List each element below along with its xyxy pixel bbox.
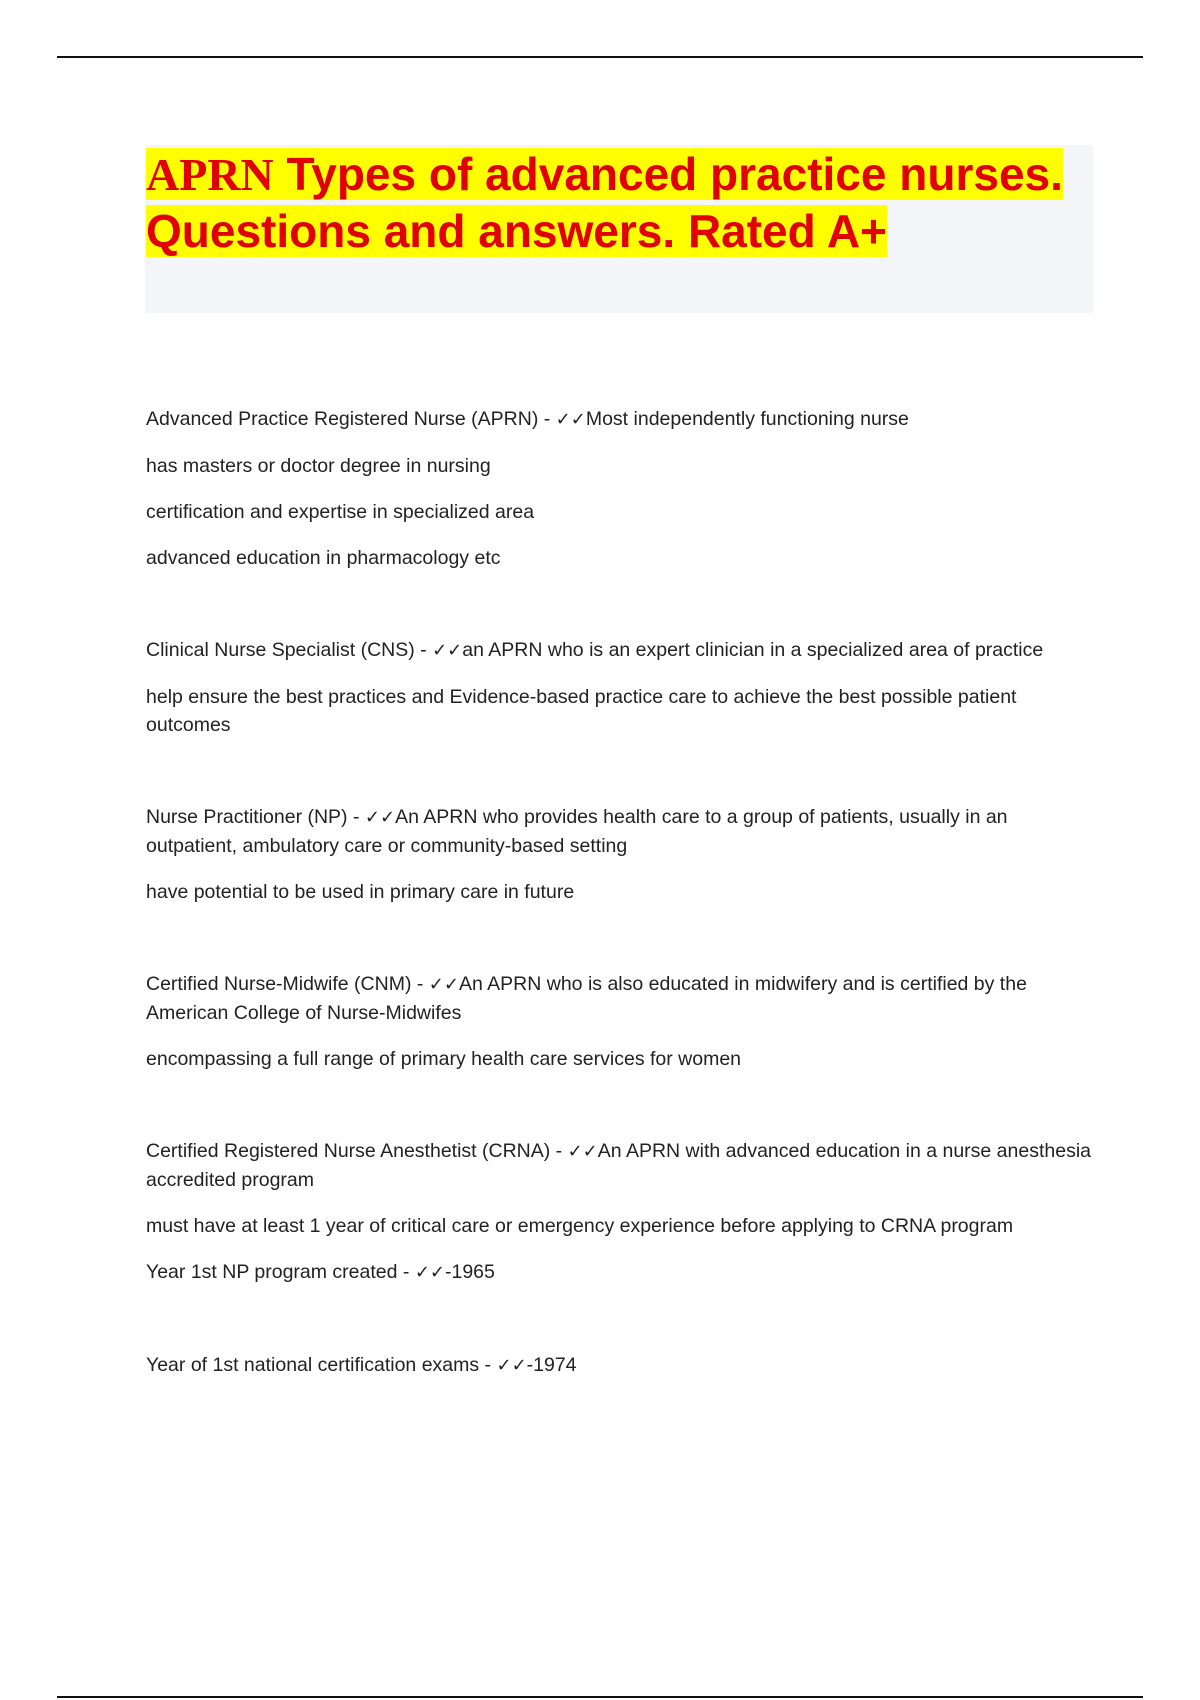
- entry-detail: encompassing a full range of primary health care services for women: [146, 1048, 742, 1070]
- entry-detail: has masters or doctor degree in nursing: [146, 455, 491, 477]
- entry-definition: An APRN who is also educated in midwifery and is certified by the American College of Nurse-Midwifes: [146, 973, 1027, 1024]
- double-check-icon: ✓✓: [567, 1141, 598, 1162]
- qa-entry-cnm: [146, 970, 1096, 1073]
- entry-term: Certified Registered Nurse Anesthetist (CRNA): [146, 1140, 551, 1162]
- qa-entry-crna: [146, 1137, 1096, 1240]
- double-check-icon: ✓✓: [414, 1262, 445, 1283]
- entry-detail: must have at least 1 year of critical care or emergency experience before applying to CRNA program: [146, 1215, 1014, 1237]
- entry-detail: certification and expertise in specialized area: [146, 501, 535, 523]
- entry-question: Clinical Nurse Specialist (CNS) - ✓✓an APRN who is an expert clinician in a specialized area of practice: [146, 639, 1044, 661]
- qa-entry-aprn: [146, 405, 1096, 572]
- double-check-icon: ✓✓: [364, 807, 396, 828]
- double-check-icon: ✓✓: [496, 1355, 527, 1376]
- qa-entry-np: [146, 803, 1096, 906]
- qa-entry-np-year: [146, 1258, 1096, 1287]
- entry-term: Nurse Practitioner (NP): [146, 806, 348, 828]
- entry-definition: An APRN who provides health care to a group of patients, usually in an outpatient, ambulatory care or community-based setting: [146, 806, 1008, 857]
- entry-question: Year 1st NP program created - ✓✓-1965: [146, 1261, 495, 1283]
- double-check-icon: ✓✓: [432, 640, 463, 661]
- entry-definition: -1965: [445, 1261, 495, 1283]
- entry-definition: -1974: [526, 1354, 577, 1376]
- qa-entry-cns: [146, 636, 1096, 739]
- entry-question: Certified Nurse-Midwife (CNM) - ✓✓An APRN who is also educated in midwifery and is certified by the American College of Nurse-Midwifes: [146, 973, 1027, 1024]
- title-first-word: APRN: [146, 149, 274, 200]
- entry-question: Advanced Practice Registered Nurse (APRN) - ✓✓Most independently functioning nurse: [146, 408, 909, 430]
- entry-term: Year 1st NP program created: [146, 1261, 398, 1283]
- double-check-icon: ✓✓: [428, 974, 459, 995]
- entry-term: Clinical Nurse Specialist (CNS): [146, 639, 415, 661]
- entry-definition: an APRN who is an expert clinician in a specialized area of practice: [462, 639, 1044, 661]
- entry-detail: have potential to be used in primary care in future: [146, 881, 575, 903]
- footer-rule: [57, 1696, 1143, 1698]
- entry-question: Year of 1st national certification exams - ✓✓-1974: [146, 1354, 577, 1376]
- double-check-icon: ✓✓: [555, 409, 586, 430]
- header-rule: [57, 56, 1143, 58]
- title-rest: Types of advanced practice nurses. Questions and answers. Rated A+: [146, 148, 1063, 257]
- entry-definition: Most independently functioning nurse: [585, 408, 909, 430]
- entry-term: Certified Nurse-Midwife (CNM): [146, 973, 412, 995]
- document-title: [146, 146, 1086, 259]
- entry-question: Nurse Practitioner (NP) - ✓✓An APRN who provides health care to a group of patients, usually in an outpatient, ambulatory care or community-based setting: [146, 806, 1008, 857]
- qa-list: [146, 405, 1096, 1380]
- entry-term: Advanced Practice Registered Nurse (APRN): [146, 408, 539, 430]
- qa-entry-cert-year: [146, 1351, 1096, 1380]
- entry-definition: An APRN with advanced education in a nurse anesthesia accredited program: [146, 1140, 1091, 1191]
- entry-question: Certified Registered Nurse Anesthetist (CRNA) - ✓✓An APRN with advanced education in a nurse anesthesia accredited program: [146, 1140, 1091, 1191]
- entry-detail: advanced education in pharmacology etc: [146, 547, 501, 569]
- entry-term: Year of 1st national certification exams: [146, 1354, 480, 1376]
- entry-detail: help ensure the best practices and Evidence-based practice care to achieve the best possible patient outcomes: [146, 686, 1017, 736]
